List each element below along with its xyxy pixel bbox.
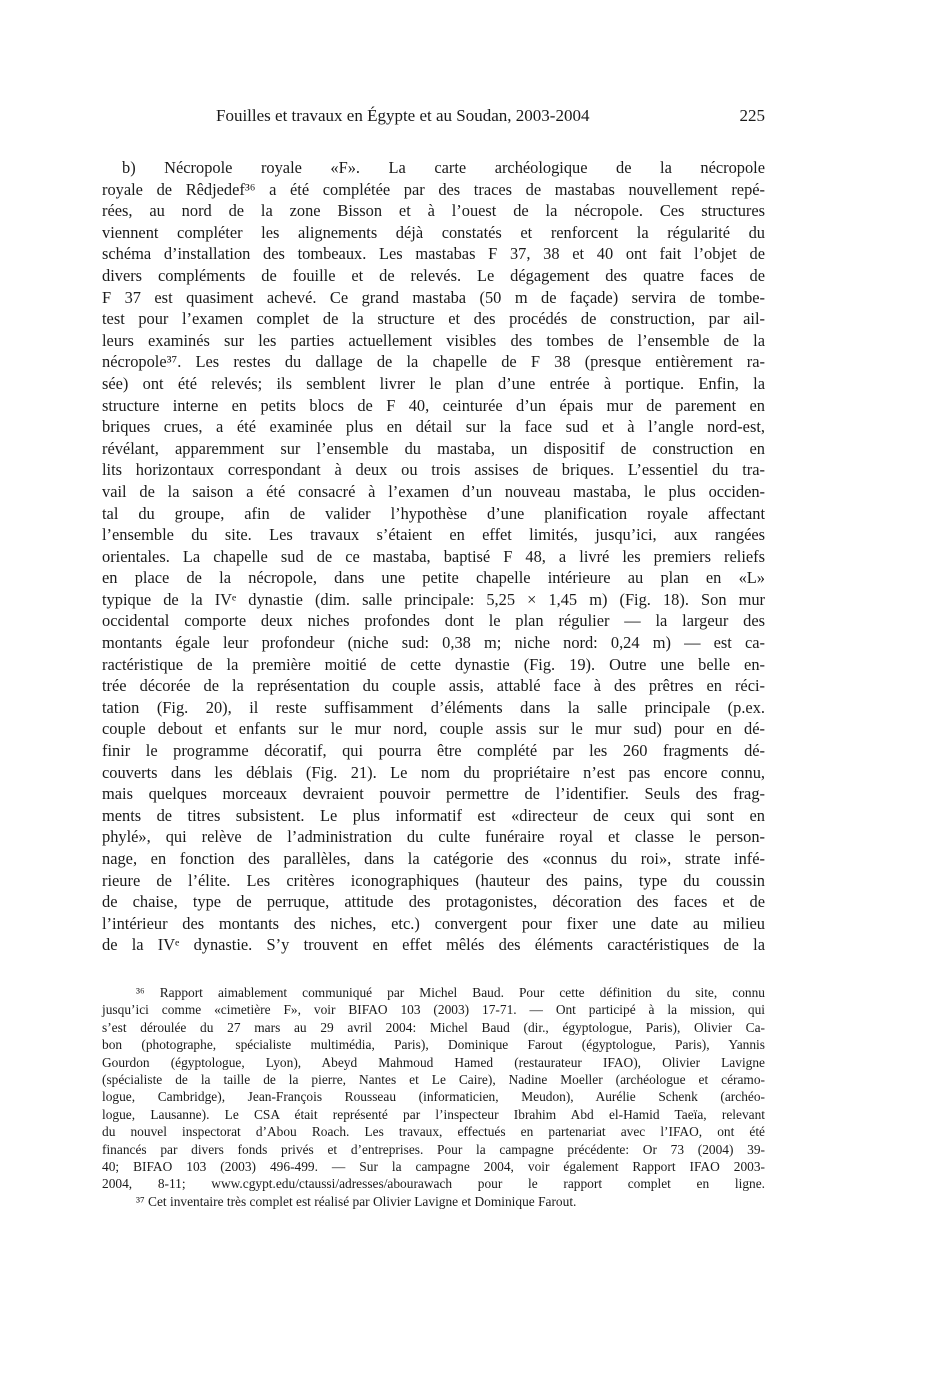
text-line: de chaise, type de perruque, attitude des protagonistes, décoration des faces et de [102, 892, 765, 912]
page-number: 225 [739, 106, 765, 125]
footnote-line: financés par divers fonds privés et d’entreprises. Pour la campagne précédente: Or 73 (2004) 39- [102, 1141, 765, 1157]
text-line: leurs examinés sur les parties actuellement visibles des tombes de l’ensemble de la [102, 330, 765, 350]
text-line: divers compléments de fouille et de relevés. Le dégagement des quatre faces de [102, 265, 765, 285]
running-header [102, 106, 765, 130]
footnote-line: s’est déroulée du 27 mars au 29 avril 2004: Michel Baud (dir., égyptologue, Paris), Olivier Ca- [102, 1019, 765, 1035]
text-line: occidental comporte deux niches profondes dont le plan régulier — la largeur des [102, 611, 765, 631]
text-line: vail de la saison a été consacré à l’examen d’un nouveau mastaba, le plus occiden- [102, 481, 765, 501]
footnote-line: logue, Cambridge), Jean-François Rousseau (informaticien, Meudon), Aurélie Schenk (archéo- [102, 1089, 765, 1105]
text-line: viennent compléter les alignements déjà constatés et renforcent la régularité du [102, 222, 765, 242]
text-line: de la IVᵉ dynastie. S’y trouvent en effet mêlés des éléments caractéristiques de la [102, 935, 765, 955]
running-title: Fouilles et travaux en Égypte et au Soudan, 2003-2004 [216, 106, 590, 125]
text-line: briques crues, a été examinée plus en détail sur la face sud et à l’angle nord-est, [102, 417, 765, 437]
text-line: typique de la IVᵉ dynastie (dim. salle principale: 5,25 × 1,45 m) (Fig. 18). Son mur [102, 589, 765, 609]
footnote-line: du nouvel inspectorat d’Abou Roach. Les travaux, effectués en partenariat avec l’IFAO, ont été [102, 1124, 765, 1140]
text-line: rieure de l’élite. Les critères iconographiques (hauteur des pains, type du coussin [102, 870, 765, 890]
text-line: l’ensemble du site. Les travaux s’étaient en effet limités, jusqu’ici, aux rangées [102, 525, 765, 545]
footnote-line: 40; BIFAO 103 (2003) 496-499. — Sur la campagne 2004, voir également Rapport IFAO 2003- [102, 1158, 765, 1174]
text-line: structure interne en petits blocs de F 40, ceinturée d’un épais mur de parement en [102, 395, 765, 415]
text-line: phylé», qui relève de l’administration du culte funéraire royal et classe le person- [102, 827, 765, 847]
text-line: l’intérieur des montants des niches, etc.) convergent pour fixer une date au milieu [102, 913, 765, 933]
text-line: finir le programme décoratif, qui pourra être complété par les 260 fragments dé- [102, 741, 765, 761]
text-line: sée) ont été relevés; ils semblent livrer le plan d’une entrée à portique. Enfin, la [102, 373, 765, 393]
text-line: tal du groupe, afin de valider l’hypothèse d’une planification royale affectant [102, 503, 765, 523]
footnote-line: logue, Lausanne). Le CSA était représenté par l’inspecteur Ibrahim Abd el-Hamid Taeïa, relevant [102, 1106, 765, 1122]
footnote-line: 2004, 8-11; www.cgypt.edu/ctaussi/adresses/abourawach pour le rapport complet en ligne. [102, 1176, 765, 1192]
footnote-line: Gourdon (égyptologue, Lyon), Abeyd Mahmoud Hamed (restaurateur IFAO), Olivier Lavigne [102, 1054, 765, 1070]
text-line: royale de Rêdjedef³⁶ a été complétée par des traces de mastabas nouvellement repé- [102, 179, 765, 199]
text-line: ractéristique de la première moitié de cette dynastie (Fig. 19). Outre une belle en- [102, 654, 765, 674]
text-line: en place de la nécropole, dans une petite chapelle intérieure au plan en «L» [102, 568, 765, 588]
text-line: montants égale leur profondeur (niche sud: 0,38 m; niche nord: 0,24 m) — est ca- [102, 633, 765, 653]
text-line: nage, en fonction des parallèles, dans la catégorie des «connus du roi», strate infé- [102, 849, 765, 868]
text-line: tation (Fig. 20), il reste suffisamment d’éléments dans la salle principale (p.ex. [102, 697, 765, 717]
footnote-line: bon (photographe, spécialiste multimédia, Paris), Dominique Farout (égyptologue, Paris), Yannis [102, 1037, 765, 1053]
text-line: couple debout et enfants sur le mur nord, couple assis sur le mur sud) pour en dé- [102, 719, 765, 739]
footnote-line: jusqu’ici comme «cimetière F», voir BIFAO 103 (2003) 17-71. — Ont participé à la mission, qui [102, 1002, 765, 1018]
text-line: mais quelques morceaux devraient pouvoir permettre de l’identifier. Seuls des frag- [102, 784, 765, 804]
text-line: couverts dans les déblais (Fig. 21). Le nom du propriétaire n’est pas encore connu, [102, 762, 765, 782]
text-line: b) Nécropole royale «F». La carte archéologique de la nécropole [122, 158, 765, 177]
text-line: test pour l’examen complet de la structure et des procédés de construction, par ail- [102, 309, 765, 329]
text-line: nécropole³⁷. Les restes du dallage de la chapelle de F 38 (presque entièrement ra- [102, 352, 765, 372]
footnotes [102, 984, 765, 1210]
text-line: lits horizontaux correspondant à deux ou trois assises de briques. L’essentiel du tra- [102, 460, 765, 480]
text-line: trée décorée de la représentation du couple assis, attablé face à des prêtres en réci- [102, 676, 765, 696]
footnote-37: ³⁷ Cet inventaire très complet est réalisé par Olivier Lavigne et Dominique Farout. [136, 1193, 577, 1209]
footnote-line: (spécialiste de la taille de la pierre, Nantes et Le Caire), Nadine Moeller (archéologue et céramo- [102, 1071, 765, 1087]
text-line: ments de titres subsistent. Le plus informatif est «directeur de ceux qui sont en [102, 805, 765, 825]
text-line: F 37 est quasiment achevé. Ce grand mastaba (50 m de façade) servira de tombe- [102, 287, 765, 307]
text-line: schéma d’installation des tombeaux. Les mastabas F 37, 38 et 40 ont fait l’objet de [102, 244, 765, 264]
text-line: rées, au nord de la zone Bisson et à l’ouest de la nécropole. Ces structures [102, 201, 765, 221]
text-line: révélant, apparemment sur l’ensemble du mastaba, un dispositif de construction en [102, 438, 765, 458]
text-line: orientales. La chapelle sud de ce mastaba, baptisé F 48, a livré les premiers reliefs [102, 546, 765, 566]
body-paragraph [102, 157, 765, 956]
footnote-36: ³⁶ Rapport aimablement communiqué par Michel Baud. Pour cette définition du site, connu [136, 985, 765, 1000]
